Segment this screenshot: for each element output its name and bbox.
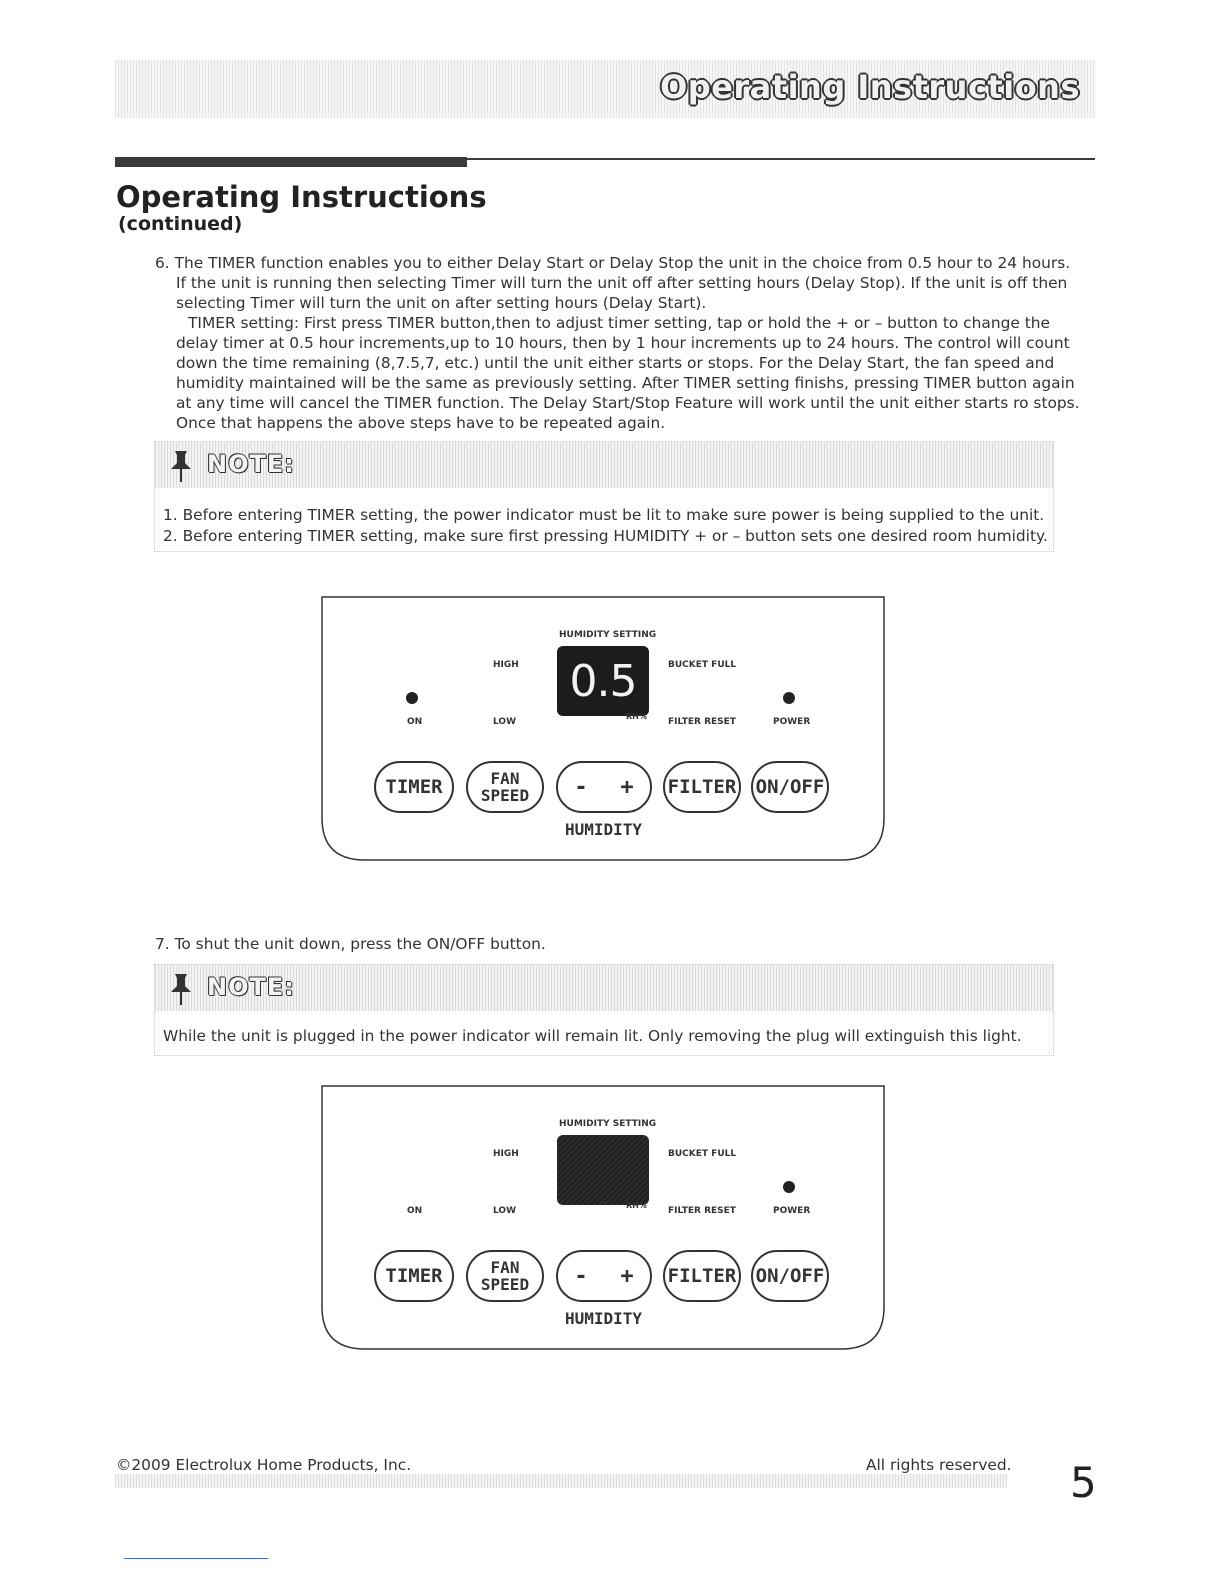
fan-speed-label-top: FAN [490, 769, 520, 788]
step6-line: Once that happens the above steps have to be repeated again. [176, 414, 666, 432]
humidity-label: HUMIDITY [565, 820, 643, 839]
footer-bar [115, 1474, 1007, 1488]
timer-button[interactable]: TIMER [374, 761, 454, 813]
fan-speed-label-top: FAN [490, 1258, 520, 1277]
humidity-adjust-button[interactable] [556, 1250, 652, 1302]
step6-line: at any time will cancel the TIMER function. The Delay Start/Stop Feature will work until the unit either starts ro stops. [176, 394, 1080, 412]
step6-line: TIMER setting: First press TIMER button,then to adjust timer setting, tap or hold the + or – button to change the [188, 314, 1050, 332]
title-rule-thick [115, 157, 467, 167]
plus-icon[interactable]: + [620, 1263, 634, 1289]
bucket-full-label: BUCKET FULL [668, 1149, 737, 1159]
plus-icon[interactable]: + [620, 774, 634, 800]
minus-icon[interactable]: - [574, 1263, 588, 1289]
fan-speed-label-bottom: SPEED [480, 1275, 530, 1294]
fan-speed-label-bottom: SPEED [480, 786, 530, 805]
rh-label: RH% [626, 1201, 647, 1210]
step6-line: delay timer at 0.5 hour increments,up to 10 hours, then by 1 hour increments up to 24 hours. The control will count [176, 334, 1070, 352]
humidity-setting-label: HUMIDITY SETTING [559, 630, 657, 640]
filter-button[interactable]: FILTER [663, 1250, 741, 1302]
note-text: 2. Before entering TIMER setting, make sure first pressing HUMIDITY + or – button sets one desired room humidity. [163, 527, 1048, 545]
high-label: HIGH [493, 1149, 519, 1159]
humidity-label: HUMIDITY [565, 1309, 643, 1328]
power-label: POWER [773, 717, 811, 727]
humidity-display: 0.5 [557, 646, 649, 716]
on-label: ON [407, 1206, 423, 1216]
step-7: 7. To shut the unit down, press the ON/OFF button. [155, 935, 546, 953]
power-label: POWER [773, 1206, 811, 1216]
pushpin-icon [167, 972, 197, 1006]
on-off-button[interactable]: ON/OFF [751, 761, 829, 813]
note-text: 1. Before entering TIMER setting, the power indicator must be lit to make sure power is being supplied to the unit. [163, 506, 1045, 524]
filter-reset-label: FILTER RESET [668, 717, 736, 727]
on-label: ON [407, 717, 423, 727]
humidity-setting-label: HUMIDITY SETTING [559, 1119, 657, 1129]
note-label: NOTE: [207, 450, 295, 478]
page-number: 5 [1070, 1458, 1097, 1507]
section-title: Operating Instructions [116, 180, 487, 214]
on-off-button[interactable]: ON/OFF [751, 1250, 829, 1302]
step6-line: 6. The TIMER function enables you to either Delay Start or Delay Stop the unit in the choice from 0.5 hour to 24 hours. [155, 254, 1071, 272]
note-box-2 [154, 964, 1054, 1056]
note-header [155, 442, 1053, 488]
title-rule-thin [467, 158, 1095, 160]
low-label: LOW [493, 1206, 516, 1216]
control-panel-shutdown [321, 1085, 885, 1353]
note-label: NOTE: [207, 973, 295, 1001]
rh-label: RH% [626, 712, 647, 721]
banner-title: Operating Instructions [660, 68, 1080, 106]
header-banner [115, 60, 1096, 118]
bucket-full-label: BUCKET FULL [668, 660, 737, 670]
humidity-adjust-button[interactable] [556, 761, 652, 813]
step6-line: humidity maintained will be the same as previously setting. After TIMER setting finishs, pressing TIMER button again [176, 374, 1075, 392]
fan-speed-button[interactable] [466, 1250, 544, 1302]
filter-button[interactable]: FILTER [663, 761, 741, 813]
power-indicator-light [783, 692, 795, 704]
step6-line: down the time remaining (8,7.5,7, etc.) until the unit either starts or stops. For the Delay Start, the fan speed and [176, 354, 1055, 372]
step6-line: If the unit is running then selecting Timer will turn the unit off after setting hours (Delay Stop). If the unit is off then [176, 274, 1068, 292]
power-indicator-light [783, 1181, 795, 1193]
pushpin-icon [167, 449, 197, 483]
bottom-divider [124, 1558, 268, 1559]
footer-copyright: ©2009 Electrolux Home Products, Inc. [116, 1456, 412, 1474]
control-panel-timer [321, 596, 885, 864]
note-header [155, 965, 1053, 1011]
on-indicator-light [406, 692, 418, 704]
footer-rights: All rights reserved. [866, 1456, 1012, 1474]
note-text: While the unit is plugged in the power indicator will remain lit. Only removing the plug will extinguish this light. [163, 1027, 1022, 1045]
step6-line: selecting Timer will turn the unit on after setting hours (Delay Start). [176, 294, 707, 312]
timer-button[interactable]: TIMER [374, 1250, 454, 1302]
fan-speed-button[interactable] [466, 761, 544, 813]
low-label: LOW [493, 717, 516, 727]
minus-icon[interactable]: - [574, 774, 588, 800]
humidity-display-off [557, 1135, 649, 1205]
high-label: HIGH [493, 660, 519, 670]
note-box-1 [154, 441, 1054, 552]
section-subtitle: (continued) [118, 213, 243, 235]
filter-reset-label: FILTER RESET [668, 1206, 736, 1216]
